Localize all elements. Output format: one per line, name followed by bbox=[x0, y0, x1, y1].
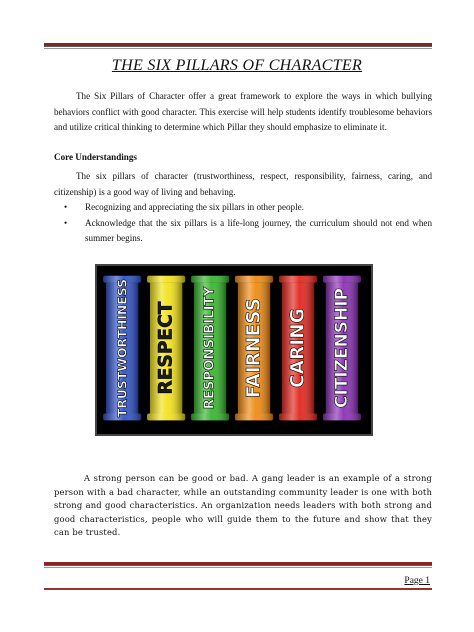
pillar-citizenship bbox=[323, 276, 361, 421]
bullet-list bbox=[54, 200, 432, 247]
list-item bbox=[54, 200, 432, 216]
pillar-label: TRUSTWORTHINESS bbox=[114, 278, 130, 418]
footer-rule bbox=[44, 588, 432, 590]
pillar-label: CARING bbox=[287, 308, 309, 388]
top-rule-thin bbox=[44, 48, 432, 49]
intro-paragraph: The Six Pillars of Character offer a great framework to explore the ways in which bullying behaviors conflict with good character. This exercise will help students identify troublesome behaviors and utilize critical thinking to determine which Pillar they should emphasize to eliminate it. bbox=[54, 91, 432, 132]
pillar-fairness bbox=[235, 276, 273, 421]
section-heading: Core Understandings bbox=[54, 152, 137, 162]
pillar-label: FAIRNESS bbox=[243, 297, 265, 399]
pillar-trustworthiness bbox=[103, 276, 141, 421]
closing-paragraph: A strong person can be good or bad. A gang leader is an example of a strong person with a bad character, while an outstanding community leader is one with both strong and good characteristics. An organization needs leaders with both strong and good characteristics, people who will guide them to the future and show that they can be trusted. bbox=[54, 473, 432, 538]
pillar-label: CITIZENSHIP bbox=[331, 288, 352, 409]
page-title: THE SIX PILLARS OF CHARACTER bbox=[111, 57, 363, 74]
list-item bbox=[54, 216, 432, 247]
core-paragraph: The six pillars of character (trustworthiness, respect, responsibility, fairness, caring, and citizenship) is a good way of living and behaving. bbox=[54, 171, 432, 197]
bottom-rule-thin bbox=[44, 567, 432, 568]
pillar-respect bbox=[147, 276, 185, 421]
pillar-label: RESPECT bbox=[155, 301, 177, 395]
page-number: Page 1 bbox=[404, 576, 430, 586]
bullet-icon: • bbox=[64, 202, 68, 212]
six-pillars-image bbox=[95, 264, 373, 436]
bullet-icon: • bbox=[64, 217, 68, 228]
top-rule bbox=[44, 43, 432, 47]
pillars-graphic bbox=[97, 266, 371, 434]
pillar-caring bbox=[279, 276, 317, 421]
pillar-label: RESPONSIBILITY bbox=[202, 286, 218, 410]
bullet-text: Acknowledge that the six pillars is a life-long journey, the curriculum should not end when summer begins. bbox=[85, 217, 432, 243]
bullet-text: Recognizing and appreciating the six pillars in other people. bbox=[85, 202, 304, 212]
pillar-responsibility bbox=[191, 276, 229, 421]
bottom-rule bbox=[44, 562, 432, 566]
